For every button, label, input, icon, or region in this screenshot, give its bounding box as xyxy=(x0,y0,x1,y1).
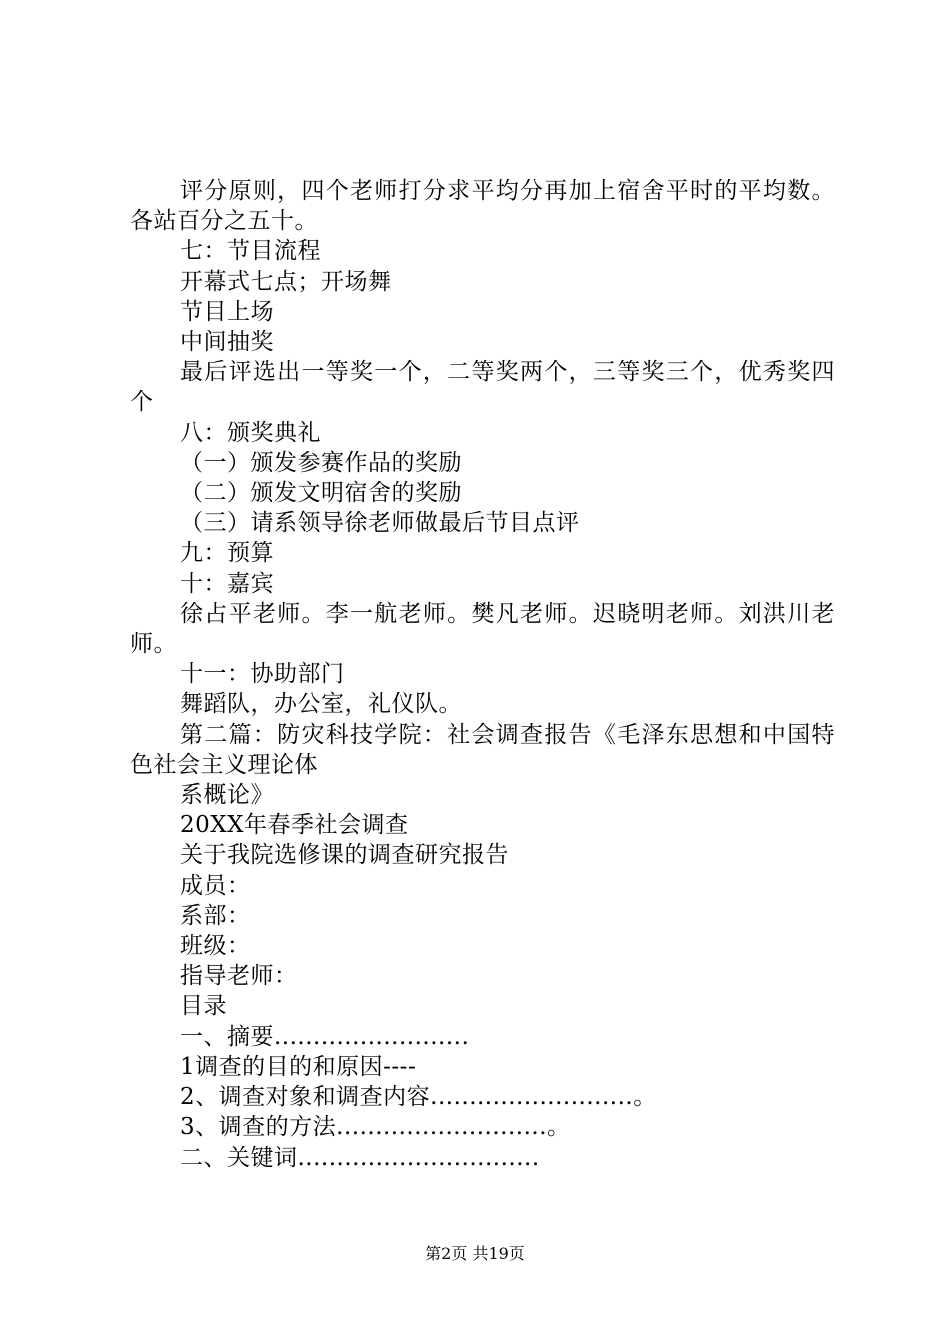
heading-support-departments: 十一：协助部门 xyxy=(180,661,345,688)
paragraph-award-item-1: （一）颁发参赛作品的奖励 xyxy=(180,449,462,476)
field-class: 班级： xyxy=(180,933,251,960)
paragraph-report-title: 关于我院选修课的调查研究报告 xyxy=(180,842,509,869)
heading-guests: 十：嘉宾 xyxy=(180,570,274,597)
paragraph-title-continued: 系概论》 xyxy=(180,782,274,809)
toc-entry-method: 3、调查的方法...........................。 xyxy=(180,1114,571,1141)
paragraph-guest-list: 徐占平老师。李一航老师。樊凡老师。迟晓明老师。刘洪川老师。 xyxy=(130,600,835,658)
document-body xyxy=(130,176,835,1173)
paragraph-opening: 开幕式七点；开场舞 xyxy=(180,268,392,295)
paragraph-awards-selection: 最后评选出一等奖一个，二等奖两个，三等奖三个，优秀奖四个 xyxy=(130,359,835,416)
paragraph-award-item-2: （二）颁发文明宿舍的奖励 xyxy=(180,480,462,507)
page-number-footer: 第2页 共19页 xyxy=(425,1244,525,1263)
paragraph-survey-season: 20XX年春季社会调查 xyxy=(180,812,409,839)
paragraph-award-item-3: （三）请系领导徐老师做最后节目点评 xyxy=(180,510,580,537)
heading-contents: 目录 xyxy=(180,993,227,1020)
field-department: 系部： xyxy=(180,902,251,929)
heading-award-ceremony: 八：颁奖典礼 xyxy=(180,419,321,446)
toc-entry-abstract: 一、摘要......................... xyxy=(180,1023,470,1050)
paragraph-departments: 舞蹈队，办公室，礼仪队。 xyxy=(180,691,462,718)
heading-program-flow: 七：节目流程 xyxy=(180,238,321,265)
field-members: 成员： xyxy=(180,872,251,899)
paragraph-lottery: 中间抽奖 xyxy=(180,329,274,356)
field-advisor: 指导老师： xyxy=(180,963,298,990)
paragraph-performances: 节目上场 xyxy=(180,298,274,325)
heading-budget: 九：预算 xyxy=(180,540,274,567)
toc-entry-purpose: 1调查的目的和原因---- xyxy=(180,1053,417,1080)
paragraph-second-article-title: 第二篇：防灾科技学院：社会调查报告《毛泽东思想和中国特色社会主义理论体 xyxy=(130,721,835,778)
toc-entry-keywords: 二、关键词............................... xyxy=(180,1144,540,1171)
toc-entry-subject: 2、调查对象和调查内容..........................。 xyxy=(180,1084,657,1111)
paragraph-scoring: 评分原则，四个老师打分求平均分再加上宿舍平时的平均数。各站百分之五十。 xyxy=(130,178,835,235)
